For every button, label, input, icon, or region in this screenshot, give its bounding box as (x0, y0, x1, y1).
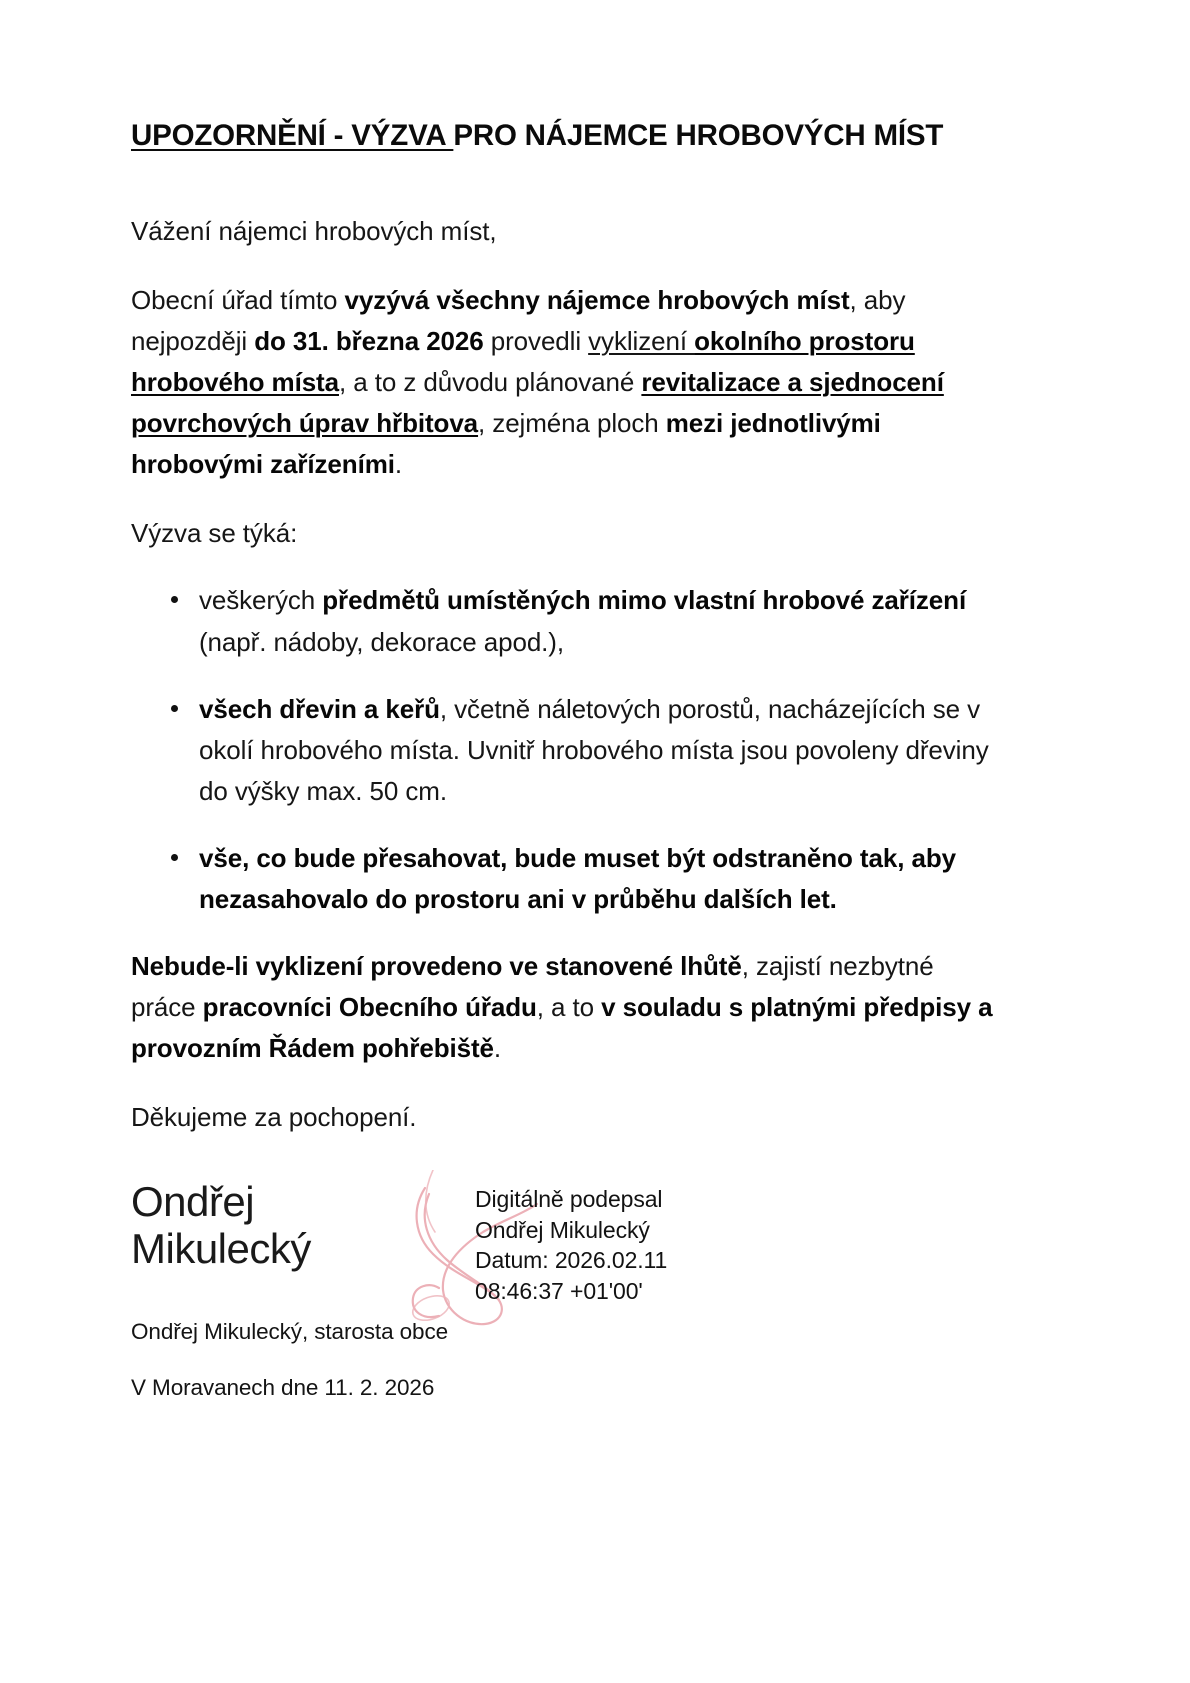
p2-segment-3: . (493, 1033, 502, 1064)
closing-text: Děkujeme za pochopení. (131, 1102, 417, 1133)
p1-segment-3: provedli (483, 326, 589, 357)
p1-bold-3: mezi jednotlivými hrobovými zařízeními (131, 408, 881, 480)
p2-bold-3: v souladu s platnými předpisy a provozním Řádem pohřebiště (131, 992, 993, 1064)
signature-detail-line-1: Digitálně podepsal (475, 1186, 663, 1212)
p1-segment-5: , zejména ploch (478, 408, 666, 439)
signature-name (131, 1178, 391, 1272)
p1-segment-2: , aby nejpozději (131, 284, 906, 357)
p2-segment-2: , a to (536, 992, 602, 1023)
document-body (131, 118, 996, 1166)
page-title-plain-part: PRO NÁJEMCE HROBOVÝCH MÍST (453, 119, 944, 152)
p1-bold-underline-1: okolního prostoru hrobového místa (131, 326, 915, 398)
main-paragraph-1 (131, 280, 996, 485)
p2-bold-2: pracovníci Obecního úřadu (202, 992, 537, 1023)
b1-bold-1: všech dřevin a keřů (199, 693, 440, 724)
signature-detail-line-3: Datum: 2026.02.11 (475, 1247, 668, 1274)
b1-segment-2: , včetně náletových porostů, nacházejících se v okolí hrobového místa. Uvnitř hrobového místa jsou povoleny dřeviny do výšky max. 50 cm. (199, 693, 989, 806)
main-paragraph-2 (131, 946, 996, 1069)
salutation-text: Vážení nájemci hrobových míst, (131, 215, 497, 246)
list-intro-paragraph (131, 513, 996, 554)
bullet-dot-icon (171, 854, 178, 861)
b0-bold-1: předmětů umístěných mimo vlastní hrobové zařízení (322, 585, 967, 616)
list-intro-text: Výzva se týká: (131, 518, 298, 549)
signature-detail-line-2: Ondřej Mikulecký (475, 1216, 650, 1243)
signature-detail-line-4: 08:46:37 +01'00' (475, 1277, 643, 1304)
signature-details (475, 1184, 667, 1306)
page-title-underlined-part: UPOZORNĚNÍ - VÝZVA (131, 119, 454, 152)
b2-bold-1: vše, co bude přesahovat, bude muset být odstraněno tak, aby nezasahovalo do prostoru ani v průběhu dalších let. (199, 842, 956, 914)
p1-segment-6: . (394, 449, 402, 480)
page-title (131, 118, 996, 155)
salutation-paragraph (131, 211, 996, 252)
list-item (131, 580, 996, 662)
signature-name-line2: Mikulecký (131, 1225, 311, 1273)
p1-underline-1: vyklizení (588, 326, 695, 357)
signature-stamp (131, 1178, 831, 1310)
p2-segment-1: , zajistí nezbytné práce (131, 950, 934, 1023)
p1-segment-1: Obecní úřad tímto (131, 284, 345, 315)
p1-segment-4: , a to z důvodu plánované (338, 367, 642, 398)
digital-signature-block (131, 1178, 831, 1310)
closing-paragraph (131, 1097, 996, 1138)
bullet-dot-icon (171, 596, 178, 603)
signature-name-line1: Ondřej (131, 1178, 255, 1225)
p2-bold-1: Nebude-li vyklizení provedeno ve stanovené lhůtě (131, 950, 742, 981)
b0-segment-2: (např. nádoby, dekorace apod.), (199, 626, 564, 657)
b0-segment-1: veškerých (199, 585, 323, 616)
requirements-list (131, 580, 996, 920)
p1-bold-1: vyzývá všechny nájemce hrobových míst (344, 284, 850, 315)
place-and-date: V Moravanech dne 11. 2. 2026 (131, 1374, 435, 1400)
signer-name-title: Ondřej Mikulecký, starosta obce (131, 1319, 449, 1344)
bullet-dot-icon (171, 705, 178, 712)
list-item (131, 838, 996, 920)
list-item (131, 689, 996, 812)
p1-bold-underline-2: revitalizace a sjednocení povrchových úprav hřbitova (131, 367, 944, 439)
p1-bold-2: do 31. března 2026 (254, 326, 484, 357)
signature-footer (131, 1315, 831, 1405)
